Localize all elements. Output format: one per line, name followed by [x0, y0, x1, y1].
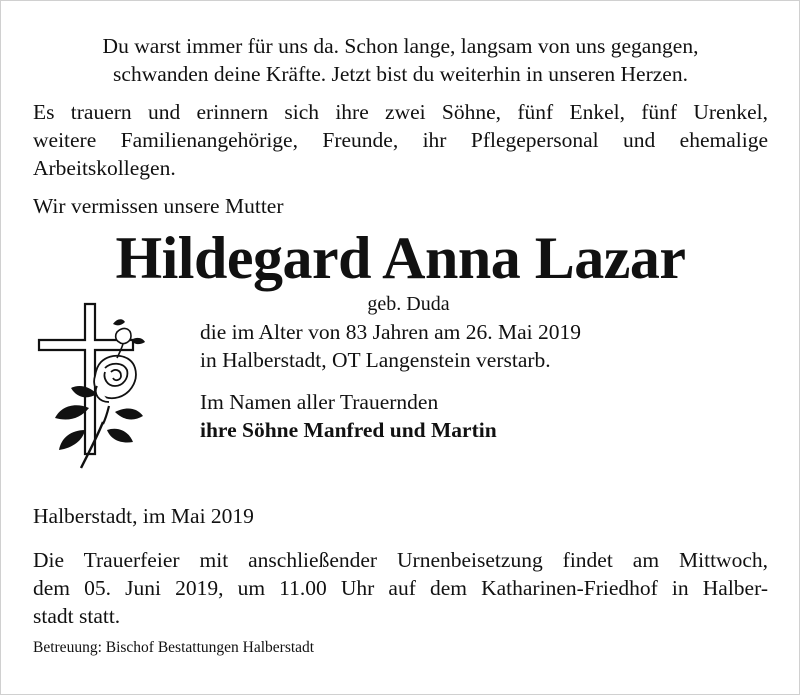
mourners-text [33, 98, 768, 182]
cross-with-rose-icon [33, 302, 173, 472]
funeral-line: stadt statt. [33, 604, 121, 628]
funeral-info [33, 546, 768, 630]
obituary-notice [33, 32, 768, 658]
details-line: die im Alter von 83 Jahren am 26. Mai 2019 [200, 320, 581, 344]
deceased-name: Hildegard Anna Lazar [115, 225, 686, 291]
mourners-line: Arbeitskollegen. [33, 156, 176, 180]
signers-intro: Im Namen aller Trauernden [200, 390, 439, 414]
motto [33, 32, 768, 88]
funeral-line: dem 05. Juni 2019, um 11.00 Uhr auf dem Katharinen-Friedhof in Halber- [33, 576, 768, 600]
birth-name: geb. Duda [367, 293, 450, 315]
motto-line: schwanden deine Kräfte. Jetzt bist du weiterhin in unseren Herzen. [113, 62, 688, 86]
undertaker-credit: Betreuung: Bischof Bestattungen Halberstadt [33, 639, 315, 656]
details-section [33, 316, 768, 502]
place-date: Halberstadt, im Mai 2019 [33, 504, 254, 528]
mourners-line: weitere Familienangehörige, Freunde, ihr Pflegepersonal und ehemalige [33, 128, 768, 152]
death-details [200, 318, 760, 444]
motto-line: Du warst immer für uns da. Schon lange, langsam von uns gegangen, [102, 34, 699, 58]
mourners-line: Es trauern und erinnern sich ihre zwei Söhne, fünf Enkel, fünf Urenkel, [33, 100, 768, 124]
miss-text: Wir vermissen unsere Mutter [33, 194, 284, 218]
details-line: in Halberstadt, OT Langenstein verstarb. [200, 348, 551, 372]
funeral-line: Die Trauerfeier mit anschließender Urnenbeisetzung findet am Mittwoch, [33, 548, 768, 572]
signers: ihre Söhne Manfred und Martin [200, 418, 497, 442]
